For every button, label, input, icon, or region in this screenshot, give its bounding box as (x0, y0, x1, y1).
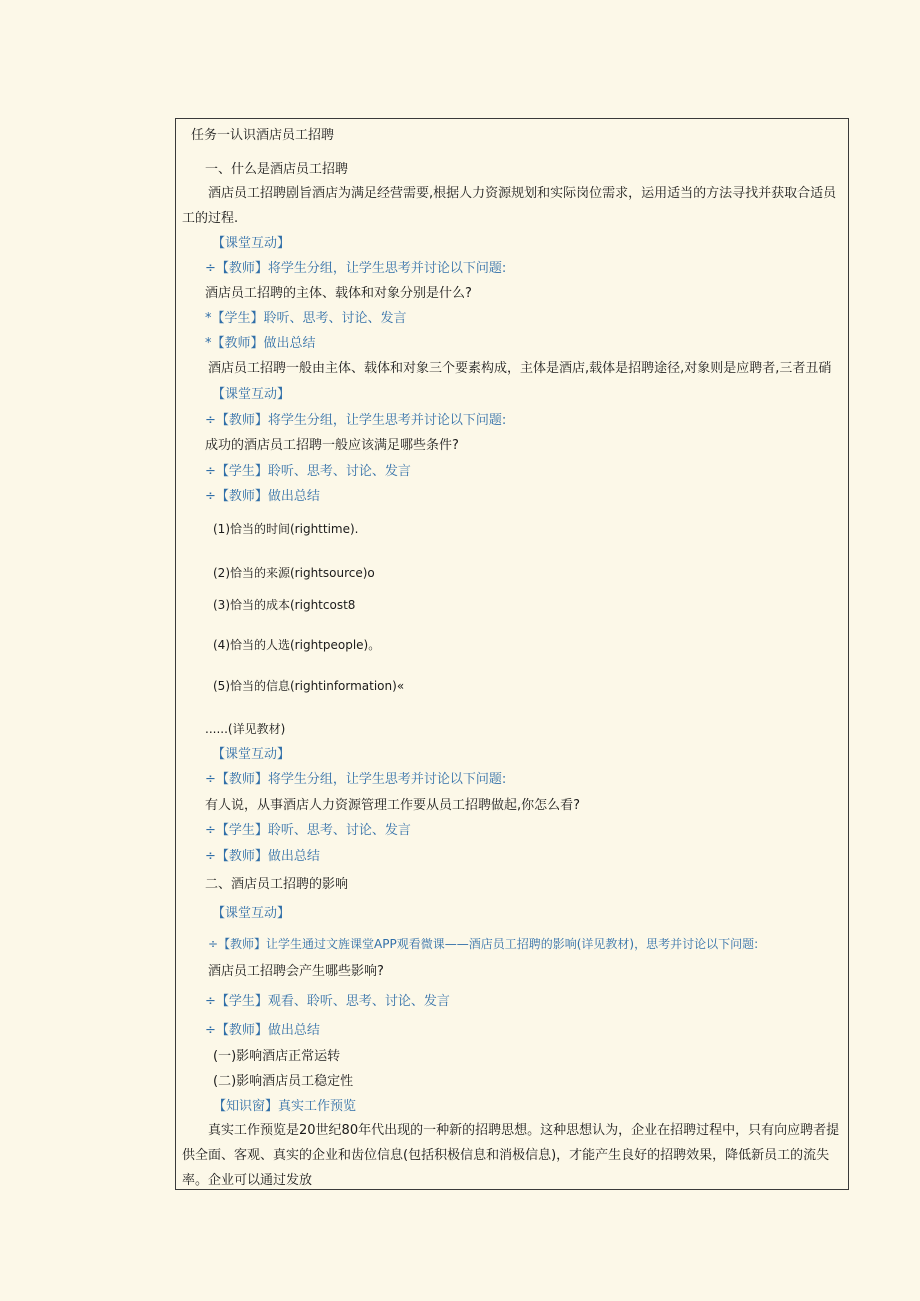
discussion-question: 酒店员工招聘的主体、载体和对象分别是什么? (205, 286, 472, 301)
teacher-task: ÷【教师】将学生分组，让学生思考并讨论以下问题: (205, 413, 507, 428)
condition-item: (3)恰当的成本(rightcost8 (213, 598, 356, 612)
knowledge-window-heading: 【知识窗】真实工作预览 (213, 1099, 357, 1114)
interact-label: 【课堂互动】 (212, 747, 291, 762)
teacher-task: ÷【教师】让学生通过文旌课堂APP观看微课——酒店员工招聘的影响(详见教材)，思考并讨论以下问题: (208, 937, 759, 951)
impact-item: (一)影响酒店正常运转 (213, 1049, 341, 1064)
section-heading-1: 一、什么是酒店员工招聘 (205, 162, 349, 177)
see-textbook-note: ......(详见教材) (205, 722, 286, 736)
teacher-summary: ÷【教师】做出总结 (205, 489, 320, 504)
condition-item: (5)恰当的信息(rightinformation)« (213, 679, 405, 693)
impact-item: (二)影响酒店员工稳定性 (213, 1074, 354, 1089)
teacher-summary: ÷【教师】做出总结 (205, 849, 320, 864)
condition-item: (4)恰当的人选(rightpeople)。 (213, 638, 381, 652)
student-activity: ÷【学生】观看、聆听、思考、讨论、发言 (205, 994, 450, 1009)
discussion-question: 有人说，从事酒店人力资源管理工作要从员工招聘做起,你怎么看? (205, 798, 581, 813)
student-activity: ÷【学生】聆听、思考、讨论、发言 (205, 464, 411, 479)
condition-item: (1)恰当的时间(righttime). (213, 522, 359, 536)
task-title: 任务一认识酒店员工招聘 (191, 128, 335, 143)
teacher-summary: ÷【教师】做出总结 (205, 1023, 320, 1038)
interact-label: 【课堂互动】 (212, 236, 291, 251)
student-activity: ÷【学生】聆听、思考、讨论、发言 (205, 823, 411, 838)
teacher-task: ÷【教师】将学生分组，让学生思考并讨论以下问题: (205, 261, 507, 276)
discussion-question: 成功的酒店员工招聘一般应该满足哪些条件? (205, 438, 459, 453)
section-heading-2: 二、酒店员工招聘的影响 (205, 877, 349, 892)
interact-label: 【课堂互动】 (212, 387, 291, 402)
student-activity: *【学生】聆听、思考、讨论、发言 (205, 311, 407, 326)
condition-item: (2)恰当的来源(rightsource)o (213, 566, 375, 580)
discussion-question: 酒店员工招聘会产生哪些影响? (208, 964, 384, 979)
teacher-task: ÷【教师】将学生分组，让学生思考并讨论以下问题: (205, 772, 507, 787)
summary-answer: 酒店员工招聘一般由主体、载体和对象三个要素构成，主体是酒店,载体是招聘途径,对象则是应聘者,三者丑硝 (208, 361, 832, 376)
teacher-summary: *【教师】做出总结 (205, 336, 316, 351)
interact-label: 【课堂互动】 (212, 906, 291, 921)
knowledge-paragraph: 真实工作预览是20世纪80年代出现的一种新的招聘思想。这种思想认为，企业在招聘过程中，只有向应聘者提供全面、客观、真实的企业和齿位信息(包括积极信息和消极信息)，才能产生良好的招聘效果，降低新员工的流失率。企业可以通过发放 (182, 1123, 840, 1188)
definition-paragraph: 酒店员工招聘剧旨酒店为满足经营需要,根据人力资源规划和实际岗位需求，运用适当的方法寻找并获取合适员工的过程. (182, 186, 837, 226)
